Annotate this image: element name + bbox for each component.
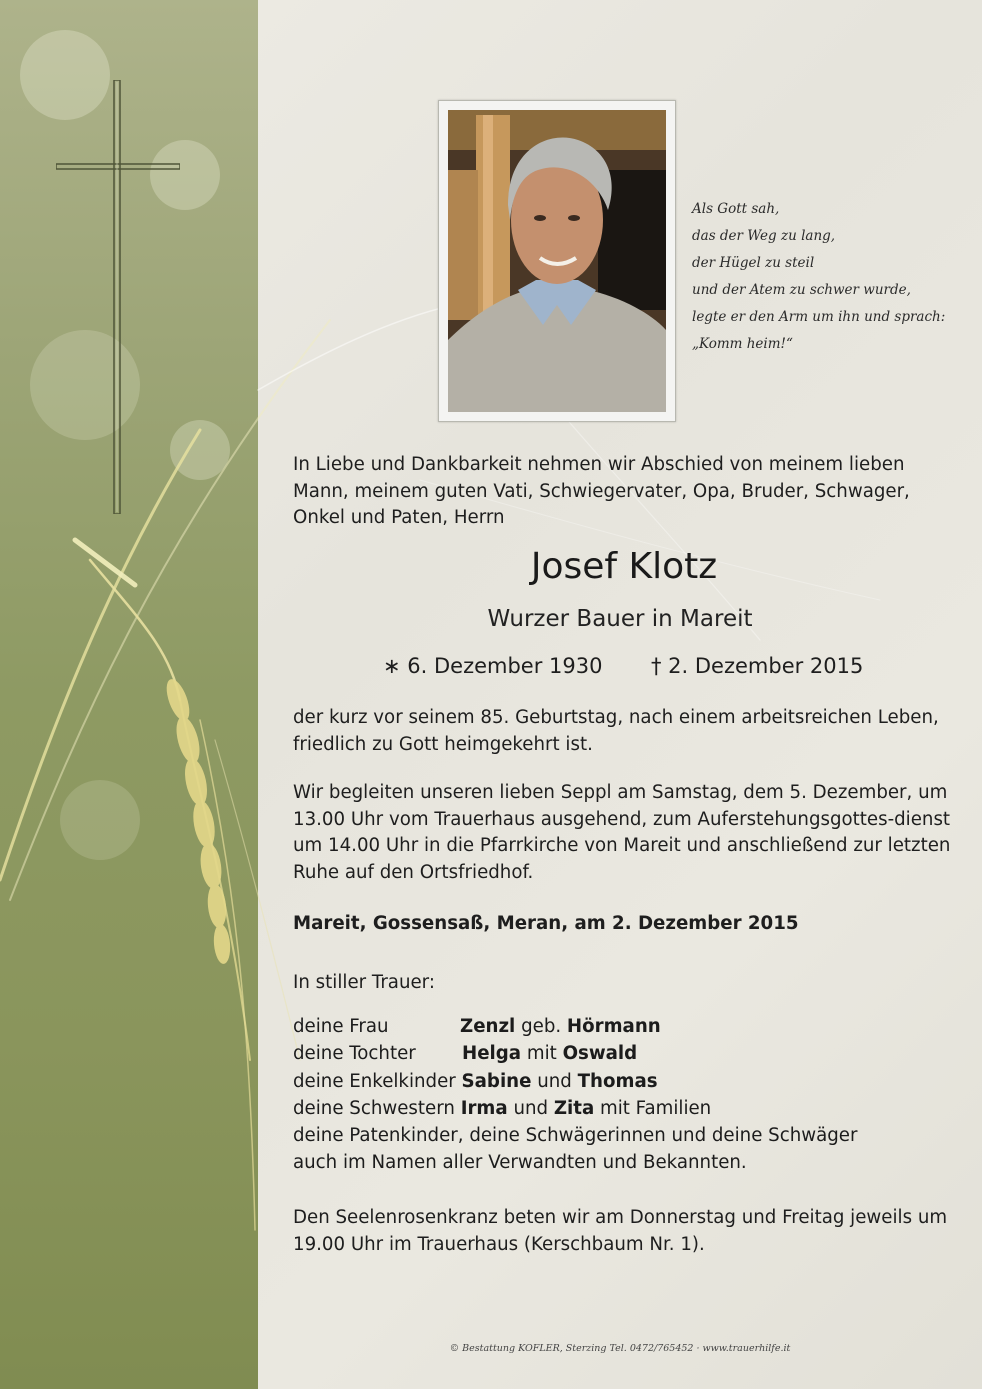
family-name: Zita — [553, 1097, 595, 1119]
connector: geb. — [515, 1016, 567, 1037]
family-list — [293, 1013, 953, 1177]
poem-line: „Komm heim!“ — [692, 336, 793, 352]
family-row-grandchildren — [293, 1068, 953, 1095]
portrait-frame — [438, 100, 676, 422]
death-date: † 2. Dezember 2015 — [651, 654, 864, 678]
relation-label: deine Tochter — [293, 1043, 416, 1065]
poem-line: das der Weg zu lang, — [692, 228, 836, 244]
relation-label: deine Frau — [293, 1016, 389, 1037]
family-name: Oswald — [562, 1043, 638, 1065]
family-name: Hörmann — [566, 1016, 661, 1037]
mourning-heading: In stiller Trauer: — [293, 972, 435, 993]
portrait-photo — [448, 110, 666, 412]
family-row-daughter — [293, 1040, 953, 1067]
family-row-relatives: auch im Namen aller Verwandten und Bekannten. — [293, 1152, 747, 1174]
poem-line: legte er den Arm um ihn und sprach: — [692, 309, 946, 325]
cross-icon — [56, 80, 180, 514]
funeral-home-footer: © Bestattung KOFLER, Sterzing Tel. 0472/765452 · www.trauerhilfe.it — [449, 1343, 791, 1354]
deceased-subtitle: Wurzer Bauer in Mareit — [487, 606, 753, 632]
connector: mit — [521, 1043, 563, 1065]
family-name: Helga — [462, 1043, 522, 1065]
family-row-godchildren: deine Patenkinder, deine Schwägerinnen und deine Schwäger — [293, 1125, 858, 1147]
connector: und — [507, 1097, 554, 1119]
poem-line: und der Atem zu schwer wurde, — [692, 282, 911, 298]
relation-label: deine Enkelkinder — [293, 1070, 462, 1092]
connector: und — [531, 1070, 578, 1092]
connector: mit Familien — [594, 1097, 712, 1119]
family-row-sisters — [293, 1095, 953, 1122]
birth-date: ∗ 6. Dezember 1930 — [383, 654, 603, 678]
family-name: Zenzl — [460, 1016, 516, 1037]
poem-line: der Hügel zu steil — [692, 255, 815, 271]
family-name: Irma — [460, 1097, 508, 1119]
deceased-name: Josef Klotz — [530, 546, 718, 587]
intro-text: In Liebe und Dankbarkeit nehmen wir Abschied von meinem lieben Mann, meinem guten Vati, Schwiegervater, Opa, Bruder, Schwager, Onkel und Paten, Herrn — [293, 454, 910, 528]
family-row-wife — [293, 1013, 953, 1040]
poem-line: Als Gott sah, — [692, 201, 780, 217]
paragraph-funeral: Wir begleiten unseren lieben Seppl am Samstag, dem 5. Dezember, um 13.00 Uhr vom Trauerhaus ausgehend, zum Auferstehungsgottes-dienst um 14.00 Uhr in die Pfarrkirche von Mareit und anschließend zur letzten Ruhe auf den Ortsfriedhof. — [293, 782, 951, 883]
family-name: Thomas — [577, 1070, 658, 1092]
relation-label: deine Schwestern — [293, 1097, 461, 1119]
rosary-notice: Den Seelenrosenkranz beten wir am Donnerstag und Freitag jeweils um 19.00 Uhr im Trauerhaus (Kerschbaum Nr. 1). — [293, 1207, 948, 1255]
family-name: Sabine — [461, 1070, 532, 1092]
poem — [692, 196, 945, 358]
place-and-date: Mareit, Gossensaß, Meran, am 2. Dezember 2015 — [293, 913, 799, 934]
paragraph-passing: der kurz vor seinem 85. Geburtstag, nach einem arbeitsreichen Leben, friedlich zu Gott heimgekehrt ist. — [293, 707, 939, 755]
